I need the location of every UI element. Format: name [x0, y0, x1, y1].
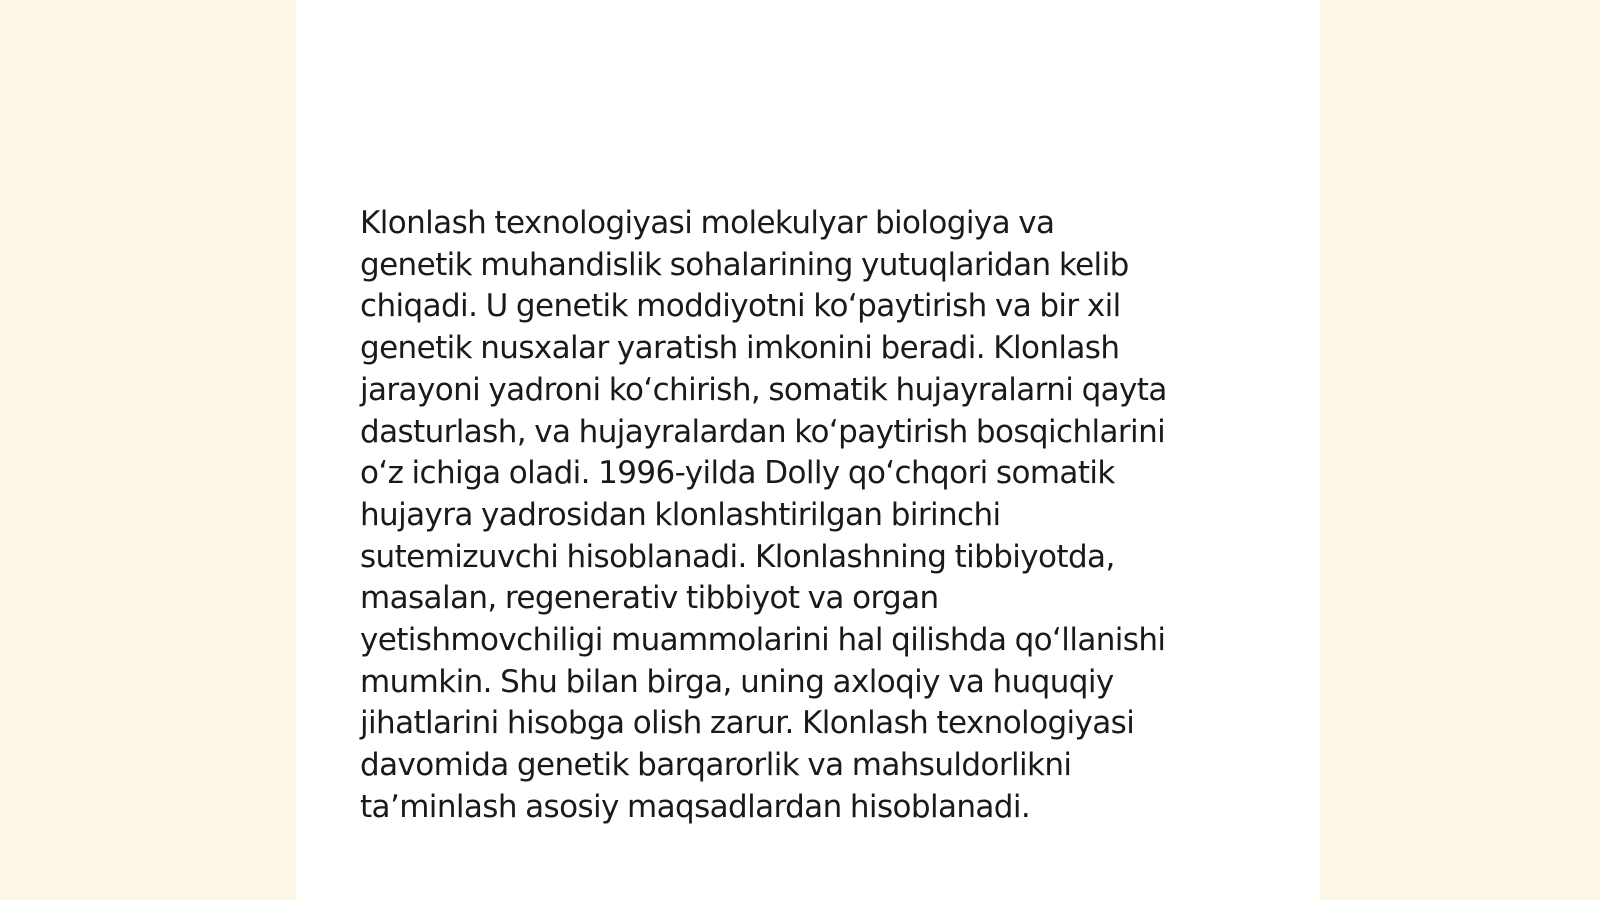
text-line: hujayra yadrosidan klonlashtirilgan birinchi — [360, 496, 1001, 533]
text-line: taʼminlash asosiy maqsadlardan hisoblanadi. — [360, 788, 1031, 825]
text-line: genetik muhandislik sohalarining yutuqlaridan kelib — [360, 246, 1129, 283]
text-line: davomida genetik barqarorlik va mahsuldorlikni — [360, 747, 1072, 784]
text-line: sutemizuvchi hisoblanadi. Klonlashning tibbiyotda, — [360, 538, 1115, 575]
text-line: jarayoni yadroni koʻchirish, somatik hujayralarni qayta — [360, 371, 1167, 408]
text-line: oʻz ichiga oladi. 1996-yilda Dolly qoʻchqori somatik — [360, 455, 1115, 492]
slide — [296, 0, 1320, 900]
text-line: dasturlash, va hujayralardan koʻpaytirish bosqichlarini — [360, 413, 1166, 450]
text-line: yetishmovchiligi muammolarini hal qilishda qoʻllanishi — [360, 622, 1166, 659]
slide-body-text — [360, 203, 1260, 829]
text-line: mumkin. Shu bilan birga, uning axloqiy va huquqiy — [360, 663, 1114, 700]
text-line: Klonlash texnologiyasi molekulyar biologiya va — [360, 205, 1055, 241]
text-line: masalan, regenerativ tibbiyot va organ — [360, 580, 939, 617]
text-line: chiqadi. U genetik moddiyotni koʻpaytirish va bir xil — [360, 288, 1121, 325]
text-line: genetik nusxalar yaratish imkonini beradi. Klonlash — [360, 330, 1120, 367]
text-line: jihatlarini hisobga olish zarur. Klonlash texnologiyasi — [360, 705, 1135, 742]
